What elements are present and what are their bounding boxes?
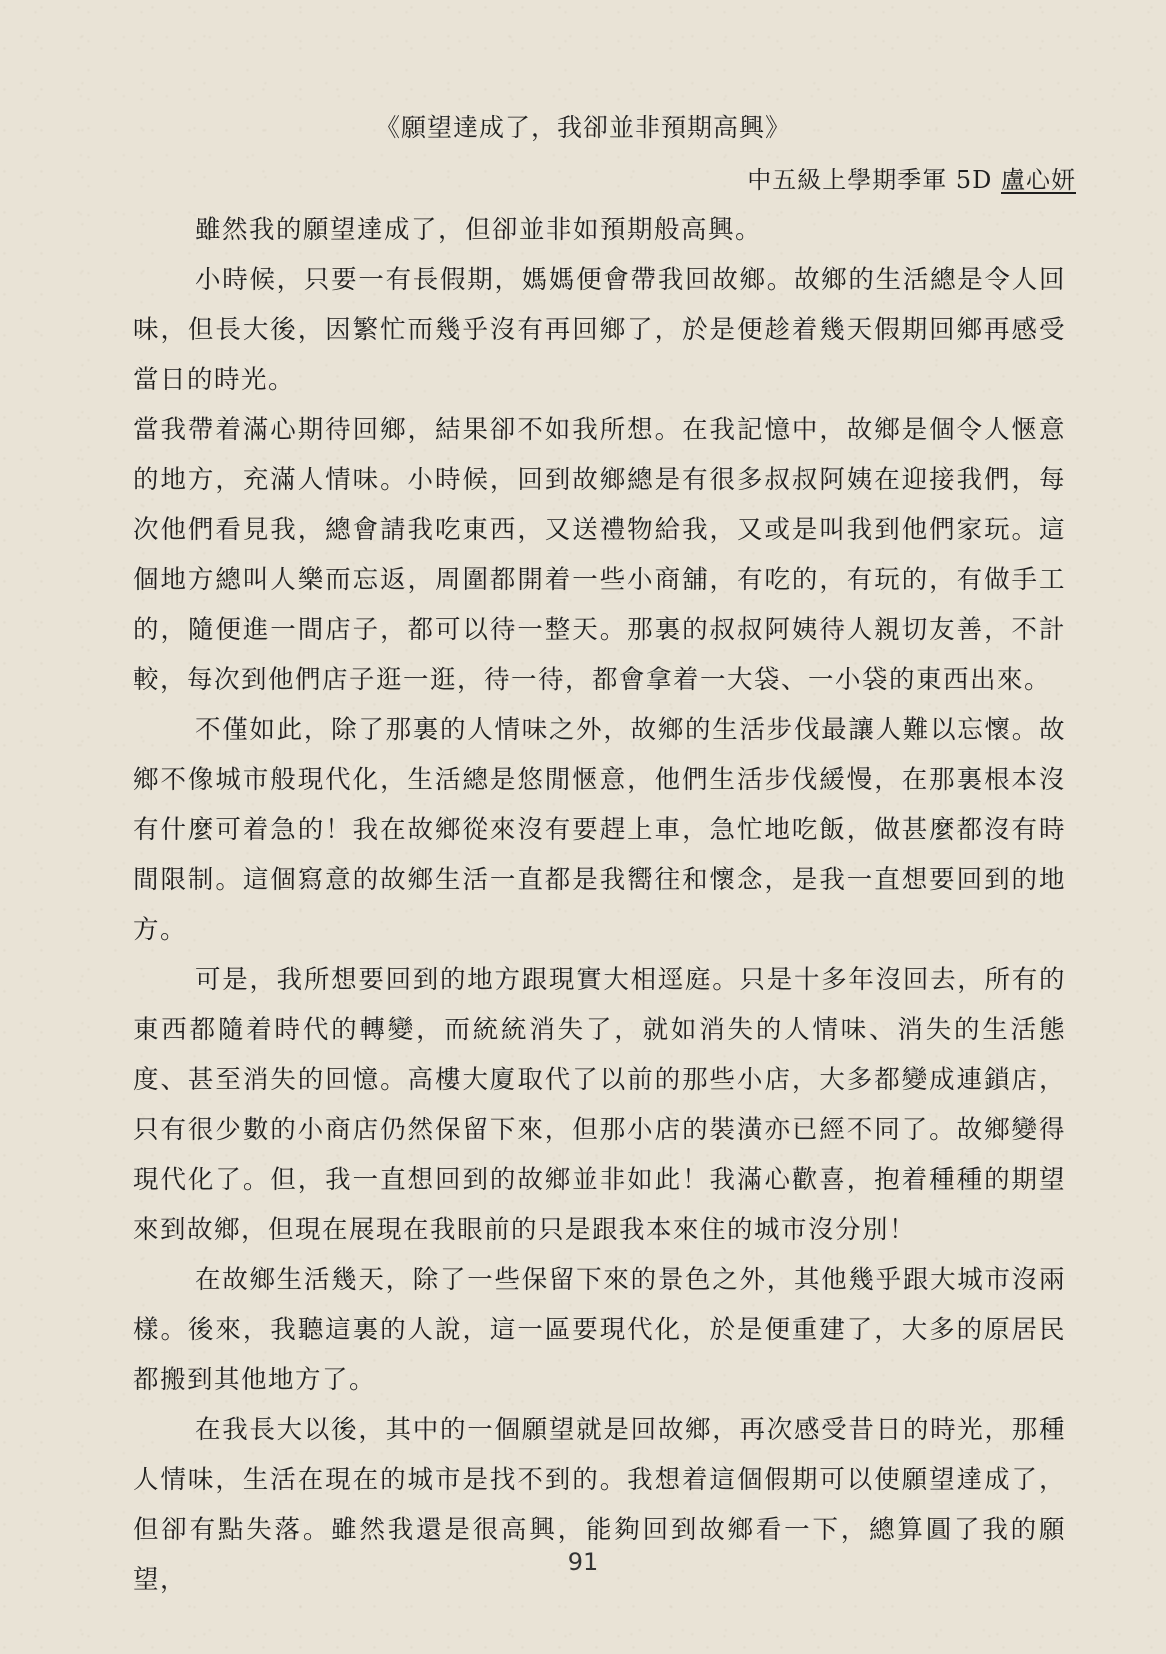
essay-title: 《願望達成了，我卻並非預期高興》 — [374, 113, 791, 142]
award-and-class: 中五級上學期季軍 5D — [747, 166, 1001, 194]
author-name: 盧心妍 — [1001, 166, 1076, 194]
paragraph-2: 小時候，只要一有長假期，媽媽便會帶我回故鄉。故鄉的生活總是令人回味，但長大後，因繁忙而幾乎沒有再回鄉了，於是便趁着幾天假期回鄉再感受當日的時光。 — [133, 265, 1066, 395]
paragraph-6: 在故鄉生活幾天，除了一些保留下來的景色之外，其他幾乎跟大城市沒兩樣。後來，我聽這裏的人說，這一區要現代化，於是便重建了，大多的原居民都搬到其他地方了。 — [133, 1265, 1066, 1395]
byline — [747, 160, 1076, 195]
paragraph-5: 可是，我所想要回到的地方跟現實大相逕庭。只是十多年沒回去，所有的東西都隨着時代的轉變，而統統消失了，就如消失的人情味、消失的生活態度、甚至消失的回憶。高樓大廈取代了以前的那些小店，大多都變成連鎖店，只有很少數的小商店仍然保留下來，但那小店的裝潢亦已經不同了。故鄉變得現代化了。但，我一直想回到的故鄉並非如此！我滿心歡喜，抱着種種的期望來到故鄉，但現在展現在我眼前的只是跟我本來住的城市沒分別！ — [133, 965, 1066, 1245]
paragraph-7: 在我長大以後，其中的一個願望就是回故鄉，再次感受昔日的時光，那種人情味，生活在現在的城市是找不到的。我想着這個假期可以使願望達成了，但卻有點失落。雖然我還是很高興，能夠回到故鄉看一下，總算圓了我的願望， — [133, 1415, 1066, 1595]
paragraph-1: 雖然我的願望達成了，但卻並非如預期般高興。 — [195, 215, 763, 245]
paragraph-3: 當我帶着滿心期待回鄉，結果卻不如我所想。在我記憶中，故鄉是個令人愜意的地方，充滿人情味。小時候，回到故鄉總是有很多叔叔阿姨在迎接我們，每次他們看見我，總會請我吃東西，又送禮物給我，又或是叫我到他們家玩。這個地方總叫人樂而忘返，周圍都開着一些小商舖，有吃的，有玩的，有做手工的，隨便進一間店子，都可以待一整天。那裏的叔叔阿姨待人親切友善，不計較，每次到他們店子逛一逛，待一待，都會拿着一大袋、一小袋的東西出來。 — [133, 415, 1066, 695]
page-number: 91 — [567, 1548, 599, 1576]
paragraph-4: 不僅如此，除了那裏的人情味之外，故鄉的生活步伐最讓人難以忘懷。故鄉不像城市般現代化，生活總是悠閒愜意，他們生活步伐緩慢，在那裏根本沒有什麼可着急的！我在故鄉從來沒有要趕上車，急忙地吃飯，做甚麼都沒有時間限制。這個寫意的故鄉生活一直都是我嚮往和懷念，是我一直想要回到的地方。 — [133, 715, 1066, 945]
essay-body — [133, 205, 1066, 1605]
